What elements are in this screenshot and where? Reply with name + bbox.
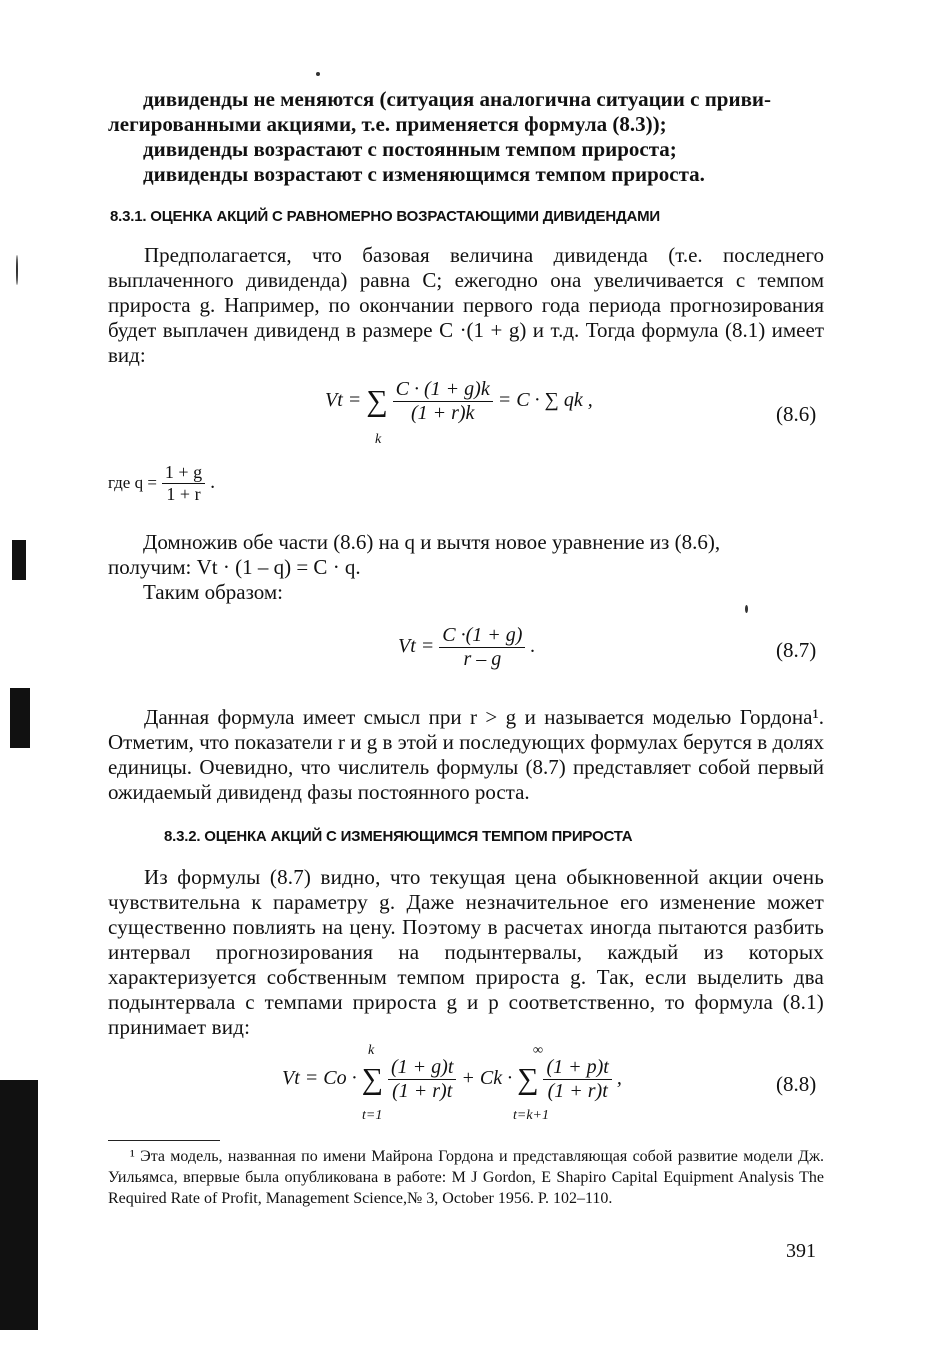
intro-line-4: дивиденды возрастают с изменяющимся темпом прироста.: [143, 162, 705, 186]
eq87-lhs: Vt =: [398, 635, 435, 658]
eq88-denominator-1: (1 + r)t: [392, 1080, 453, 1102]
eq86-sum-index: k: [375, 432, 382, 447]
sum-symbol: ∑: [366, 384, 388, 418]
footnote-text: ¹ Эта модель, названная по имени Майрона Гордона и представляющая собой развитие модели Дж. Уильямса, впервые была опубликована в работе: M J Gordon, E Shapiro Capital Equipment Analysis The Required Rate of Profit, Management Science,№ 3, October 1956. P. 102–110.: [108, 1148, 824, 1207]
equation-number-8-7: (8.7): [776, 638, 817, 662]
eq88-lhs: Vt = Co ·: [282, 1067, 357, 1090]
eq88-fraction-1: [388, 1056, 456, 1103]
section1-paragraph-1: Предполагается, что базовая величина дивиденда (т.е. последнего выплаченного дивиденда) равна C; ежегодно она увеличивается с темпом прироста g. Например, по окончании первого года периода прогнозирования будет выплачен дивиденд в размере C ·(1 + g) и т.д. Тогда формула (8.1) имеет вид:: [108, 243, 824, 367]
q-period: .: [210, 471, 216, 494]
scan-speck: [316, 72, 320, 76]
q-numerator: 1 + g: [162, 462, 205, 484]
eq87-period: .: [530, 635, 536, 658]
footnote-rule: [108, 1140, 220, 1141]
equation-8-8: [282, 1056, 622, 1103]
where-label: где q =: [108, 473, 157, 493]
page-number: 391: [786, 1240, 816, 1262]
scan-speck: [16, 255, 18, 285]
intro-line-1: дивиденды не меняются (ситуация аналогична ситуации с приви-: [143, 87, 772, 111]
scan-speck: [745, 605, 748, 613]
scan-artifact: [10, 688, 30, 748]
section-heading-2: 8.3.2. ОЦЕНКА АКЦИЙ С ИЗМЕНЯЮЩИМСЯ ТЕМПОМ ПРИРОСТА: [164, 828, 633, 845]
eq87-denominator: r – g: [463, 648, 502, 670]
scan-artifact: [0, 1080, 38, 1330]
q-fraction: [162, 462, 205, 505]
section2-paragraph-1: Из формулы (8.7) видно, что текущая цена обыкновенной акции очень чувствительна к параметру g. Даже незначительное его изменение может существенно повлиять на цену. Поэтому в расчетах иногда пытаются разбить интервал прогнозирования на подынтервалы, каждый из которых характеризуется собственным темпом прироста g. Так, если выделить два подынтервала с темпами прироста g и p соответственно, то формула (8.1) принимает вид:: [108, 865, 824, 1039]
eq88-sum1-bottom: t=1: [362, 1108, 383, 1123]
eq86-lhs: Vt =: [325, 389, 362, 412]
sum-symbol-2: ∑: [517, 1062, 539, 1096]
eq86-numerator: C · (1 + g)k: [393, 378, 493, 402]
equation-8-6: [325, 378, 593, 425]
eq88-sum1-top: k: [368, 1043, 375, 1058]
eq86-rhs: = C · ∑ qk ,: [497, 389, 593, 412]
sum-symbol-1: ∑: [361, 1062, 383, 1096]
intro-line-3: дивиденды возрастают с постоянным темпом прироста;: [143, 137, 677, 161]
scan-artifact: [12, 540, 26, 580]
section-heading-1: 8.3.1. ОЦЕНКА АКЦИЙ С РАВНОМЕРНО ВОЗРАСТАЮЩИМИ ДИВИДЕНДАМИ: [110, 208, 660, 225]
where-q-definition: [108, 462, 215, 505]
eq88-numerator-1: (1 + g)t: [388, 1056, 456, 1080]
eq88-numerator-2: (1 + p)t: [543, 1056, 611, 1080]
q-denominator: 1 + r: [166, 484, 201, 504]
eq88-sum2-bottom: t=k+1: [513, 1108, 549, 1123]
equation-8-7: [398, 624, 535, 671]
section1-paragraph-2a: Домножив обе части (8.6) на q и вычтя новое уравнение из (8.6),: [143, 530, 721, 554]
eq87-numerator: C ·(1 + g): [439, 624, 525, 648]
section1-paragraph-2b: получим: Vt · (1 – q) = C · q.: [108, 555, 361, 579]
eq88-sum2-top: ∞: [533, 1043, 543, 1058]
eq88-denominator-2: (1 + r)t: [547, 1080, 608, 1102]
equation-number-8-6: (8.6): [776, 402, 817, 426]
eq88-fraction-2: [543, 1056, 611, 1103]
eq87-fraction: [439, 624, 525, 671]
section1-paragraph-3: Данная формула имеет смысл при r > g и называется моделью Гордона¹. Отметим, что показатели r и g в этой и последующих формулах берутся в долях единицы. Очевидно, что числитель формулы (8.7) представляет собой первый ожидаемый дивиденд фазы постоянного роста.: [108, 705, 824, 804]
section1-paragraph-2c: Таким образом:: [143, 580, 284, 604]
eq86-fraction: [393, 378, 493, 425]
eq86-denominator: (1 + r)k: [410, 402, 475, 424]
eq88-mid: + Ck ·: [461, 1067, 513, 1090]
equation-number-8-8: (8.8): [776, 1072, 817, 1096]
intro-line-2: легированными акциями, т.е. применяется формула (8.3));: [108, 112, 667, 136]
eq88-end: ,: [616, 1067, 622, 1090]
